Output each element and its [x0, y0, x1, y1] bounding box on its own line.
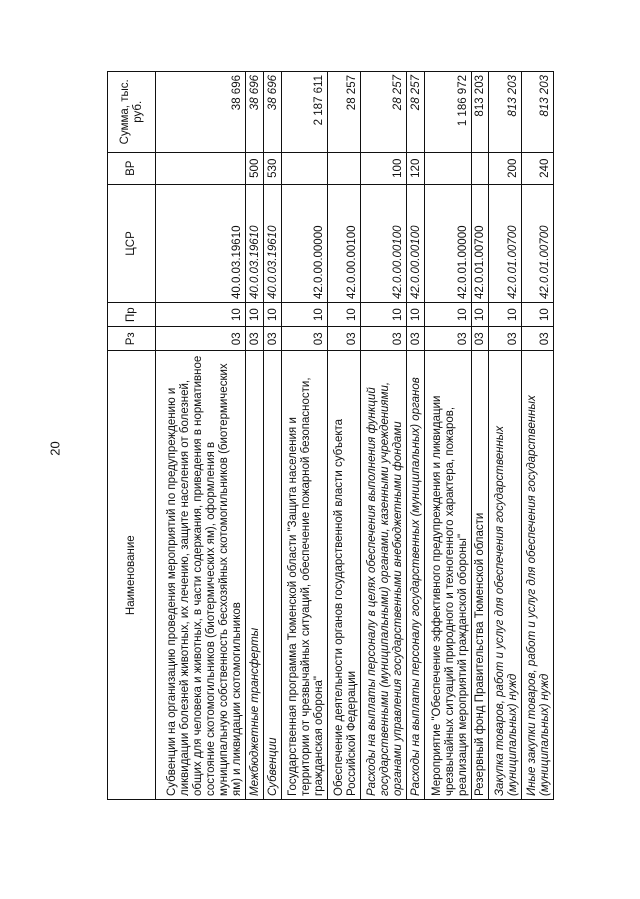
header-rz: Рз	[108, 327, 156, 351]
row-pr: 10	[246, 303, 264, 327]
row-rz: 03	[246, 327, 264, 351]
table-row	[156, 72, 246, 800]
table-row	[425, 72, 472, 800]
row-pr: 10	[328, 303, 360, 327]
table-row	[489, 72, 521, 800]
row-sum: 38 696	[263, 72, 281, 153]
row-name: Обеспечение деятельности органов государственной власти субъекта Российской Федерации	[328, 351, 360, 800]
row-pr: 10	[407, 303, 425, 327]
table-row	[328, 72, 360, 800]
row-pr: 10	[360, 303, 407, 327]
row-vr: 100	[360, 152, 407, 184]
table-header-row	[108, 72, 156, 800]
table-body	[156, 72, 554, 800]
table-row	[471, 72, 489, 800]
row-vr: 240	[521, 152, 553, 184]
row-csr: 42.0.01.00700	[489, 184, 521, 302]
row-rz: 03	[263, 327, 281, 351]
row-sum: 28 257	[360, 72, 407, 153]
row-name: Межбюджетные трансферты	[246, 351, 264, 800]
row-name: Иные закупки товаров, работ и услуг для обеспечения государственных (муниципальных) нужд	[521, 351, 553, 800]
row-pr: 10	[471, 303, 489, 327]
row-name: Мероприятие "Обеспечение эффективного предупреждения и ликвидации чрезвычайных ситуаций природного и техногенного характера, пожаров, реализация мероприятий гражданской обороны"	[425, 351, 472, 800]
row-rz: 03	[360, 327, 407, 351]
row-vr: 530	[263, 152, 281, 184]
row-csr: 40.0.03.19610	[156, 184, 246, 302]
row-csr: 42.0.01.00700	[471, 184, 489, 302]
row-pr: 10	[489, 303, 521, 327]
row-vr	[281, 152, 328, 184]
row-sum: 38 696	[246, 72, 264, 153]
row-sum: 38 696	[156, 72, 246, 153]
header-sum: Сумма, тыс. руб.	[108, 72, 156, 153]
row-sum: 813 203	[521, 72, 553, 153]
row-rz: 03	[521, 327, 553, 351]
table-row	[263, 72, 281, 800]
row-sum: 813 203	[489, 72, 521, 153]
row-name: Закупка товаров, работ и услуг для обеспечения государственных (муниципальных) нужд	[489, 351, 521, 800]
row-csr: 40.0.03.19610	[246, 184, 264, 302]
header-pr: Пр	[108, 303, 156, 327]
header-name: Наименование	[108, 351, 156, 800]
row-name: Расходы на выплаты персоналу государственных (муниципальных) органов	[407, 351, 425, 800]
budget-table	[107, 71, 554, 800]
row-sum: 813 203	[471, 72, 489, 153]
row-csr: 40.0.03.19610	[263, 184, 281, 302]
header-vr: ВР	[108, 152, 156, 184]
row-vr: 200	[489, 152, 521, 184]
table-row	[407, 72, 425, 800]
row-sum: 1 186 972	[425, 72, 472, 153]
table-row	[360, 72, 407, 800]
row-pr: 10	[156, 303, 246, 327]
table-row	[281, 72, 328, 800]
row-csr: 42.0.01.00000	[425, 184, 472, 302]
row-pr: 10	[281, 303, 328, 327]
row-rz: 03	[489, 327, 521, 351]
table-row	[246, 72, 264, 800]
row-name: Резервный фонд Правительства Тюменской области	[471, 351, 489, 800]
row-rz: 03	[328, 327, 360, 351]
row-sum: 28 257	[328, 72, 360, 153]
row-name: Субвенции на организацию проведения мероприятий по предупреждению и ликвидации болезней животных, их лечению, защите населения от болезней, общих для человека и животных, в части содержания, приведения в нормативное состояние скотомогильников (биотермических ям), оформления в муниципальную собственность бесхозяйных скотомогильников (биотермических ям) и ликвидации скотомогильников	[156, 351, 246, 800]
row-rz: 03	[156, 327, 246, 351]
row-csr: 42.0.01.00700	[521, 184, 553, 302]
row-csr: 42.0.00.00100	[407, 184, 425, 302]
row-vr: 500	[246, 152, 264, 184]
row-rz: 03	[281, 327, 328, 351]
row-vr: 120	[407, 152, 425, 184]
row-rz: 03	[425, 327, 472, 351]
header-csr: ЦСР	[108, 184, 156, 302]
page-number: 20	[47, 441, 63, 456]
row-rz: 03	[407, 327, 425, 351]
row-pr: 10	[263, 303, 281, 327]
row-sum: 2 187 611	[281, 72, 328, 153]
table-row	[521, 72, 553, 800]
row-csr: 42.0.00.00100	[360, 184, 407, 302]
row-vr	[156, 152, 246, 184]
row-name: Расходы на выплаты персоналу в целях обеспечения выполнения функций государственными (муниципальными) органами, казенными учреждениями, органами управления государственными внебюджетными фондами	[360, 351, 407, 800]
row-vr	[328, 152, 360, 184]
row-csr: 42.0.00.00100	[328, 184, 360, 302]
row-rz: 03	[471, 327, 489, 351]
rotated-page	[107, 71, 554, 800]
row-vr	[425, 152, 472, 184]
row-csr: 42.0.00.00000	[281, 184, 328, 302]
row-vr	[471, 152, 489, 184]
row-pr: 10	[425, 303, 472, 327]
row-sum: 28 257	[407, 72, 425, 153]
row-pr: 10	[521, 303, 553, 327]
row-name: Государственная программа Тюменской области "Защита населения и территории от чрезвычайных ситуаций, обеспечение пожарной безопасности, гражданская оборона"	[281, 351, 328, 800]
row-name: Субвенции	[263, 351, 281, 800]
